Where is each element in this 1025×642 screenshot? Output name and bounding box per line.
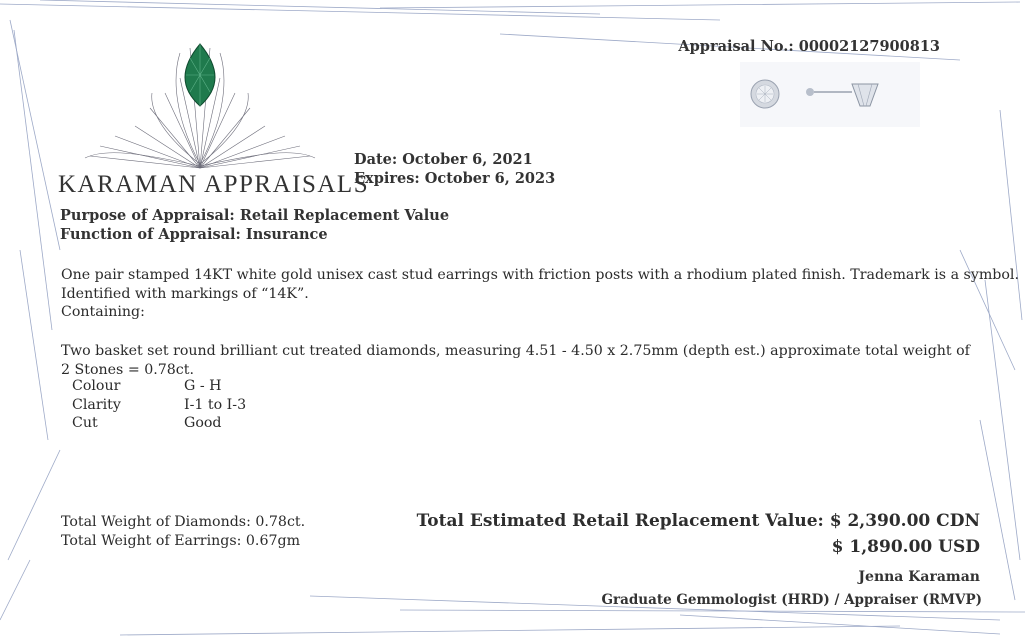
earring-weight: Total Weight of Earrings: 0.67gm (61, 533, 301, 549)
stone-line: Two basket set round brilliant cut treated diamonds, measuring 4.51 - 4.50 x 2.75mm (depth est.) approximate total weight of (61, 343, 970, 359)
appraiser-name: Jenna Karaman (858, 569, 980, 585)
replacement-value (417, 511, 980, 531)
appraisal-number-label: Appraisal No.: (678, 38, 794, 55)
grading-row (72, 378, 246, 397)
grading-table (72, 378, 246, 434)
appraisal-date: Date: October 6, 2021 (354, 151, 533, 168)
description-line: Containing: (61, 304, 145, 320)
replacement-value-usd: $ 1,890.00 USD (831, 537, 980, 557)
grading-row (72, 397, 246, 416)
replacement-value-label: Total Estimated Retail Replacement Value: (416, 511, 824, 531)
stone-line: 2 Stones = 0.78ct. (61, 361, 194, 378)
grading-row (72, 415, 246, 434)
grading-label: Cut (72, 415, 98, 431)
replacement-value-cdn: $ 2,390.00 CDN (829, 511, 980, 531)
purpose-of-appraisal: Purpose of Appraisal: Retail Replacement Value (60, 207, 450, 224)
weights-block (61, 513, 305, 551)
diamond-weight: Total Weight of Diamonds: 0.78ct. (61, 514, 306, 530)
purpose-block (60, 206, 449, 244)
appraisal-number-value: 00002127900813 (798, 38, 940, 55)
brand-name: KARAMAN APPRAISALS (58, 171, 370, 198)
grading-value: G - H (184, 378, 222, 394)
item-description (61, 266, 1019, 322)
karaman-logo-icon (80, 38, 320, 173)
description-line: One pair stamped 14KT white gold unisex cast stud earrings with friction posts with a rhodium plated finish. Trademark is a symbol. (61, 267, 1019, 283)
description-line: Identified with markings of “14K”. (61, 285, 309, 302)
appraisal-number (678, 38, 940, 55)
grading-label: Clarity (72, 396, 121, 413)
grading-value: I-1 to I-3 (184, 396, 247, 413)
stone-description (61, 342, 970, 379)
function-of-appraisal: Function of Appraisal: Insurance (60, 226, 328, 243)
grading-label: Colour (72, 378, 121, 394)
grading-value: Good (184, 415, 222, 431)
expiry-date: Expires: October 6, 2023 (354, 170, 556, 187)
date-block (354, 150, 555, 188)
earring-photo (740, 62, 920, 127)
appraiser-title: Graduate Gemmologist (HRD) / Appraiser (RMVP) (601, 592, 982, 608)
